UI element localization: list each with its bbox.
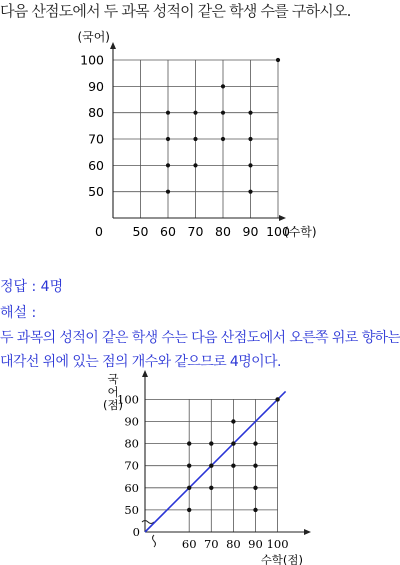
data-point: [221, 84, 225, 88]
x-axis-title: 수학(점): [260, 553, 303, 565]
explanation-label: 해설 :: [0, 305, 37, 321]
y-tick-label: 50: [124, 502, 139, 517]
x-axis-title: (수학): [284, 225, 317, 239]
data-point: [193, 163, 197, 167]
x-tick-label: 100: [266, 537, 289, 551]
x-tick-label: 100: [266, 224, 290, 239]
answer-value: 4명: [40, 279, 64, 295]
y-axis-arrow: [110, 42, 116, 49]
y-tick-label: 60: [88, 157, 104, 173]
data-point: [193, 137, 197, 141]
x-tick-label: 70: [203, 537, 219, 551]
data-point: [221, 111, 225, 115]
data-point: [193, 111, 197, 115]
x-tick-label: 80: [226, 537, 241, 551]
data-point: [248, 111, 252, 115]
data-point: [276, 58, 280, 62]
explanation-line-1: 두 과목의 성적이 같은 학생 수는 다음 산점도에서 오른쪽 위로 향하는: [0, 330, 400, 346]
data-point: [166, 163, 170, 167]
y-tick-label: 80: [124, 436, 139, 451]
data-point: [253, 508, 257, 512]
origin-label: 0: [132, 525, 140, 539]
axis-break-icon: [142, 521, 154, 524]
origin-label: 0: [95, 224, 103, 239]
data-point: [231, 419, 235, 423]
y-tick-label: 70: [124, 458, 139, 473]
data-point: [253, 464, 257, 468]
y-axis-title: (국어): [77, 30, 110, 44]
y-tick-label: 90: [88, 78, 104, 94]
y-tick-label: 100: [80, 52, 104, 68]
data-point: [231, 441, 235, 445]
x-tick-label: 60: [181, 537, 197, 551]
data-point: [275, 397, 279, 401]
y-tick-label: 80: [88, 105, 104, 121]
data-point: [187, 508, 191, 512]
data-point: [187, 464, 191, 468]
x-tick-label: 90: [248, 537, 263, 551]
data-point: [166, 137, 170, 141]
question-text: 다음 산점도에서 두 과목 성적이 같은 학생 수를 구하시오.: [0, 2, 351, 20]
data-point: [209, 486, 213, 490]
data-point: [209, 464, 213, 468]
x-tick-label: 70: [187, 224, 204, 239]
y-axis-arrow: [142, 370, 148, 377]
y-axis-title-part: 어: [107, 385, 119, 399]
explanation-line-2: 대각선 위에 있는 점의 개수와 같으므로 4명이다.: [0, 354, 281, 370]
x-axis-arrow: [304, 529, 311, 535]
data-point: [187, 441, 191, 445]
data-point: [166, 190, 170, 194]
y-tick-label: 70: [88, 131, 104, 147]
axis-break-icon: [153, 535, 156, 547]
data-point: [209, 441, 213, 445]
y-axis-title-part: 국: [107, 372, 119, 386]
x-tick-label: 50: [132, 224, 149, 239]
scatter-chart-2: [103, 370, 311, 565]
y-tick-label: 90: [124, 414, 139, 429]
data-point: [231, 464, 235, 468]
answer-line: [0, 276, 63, 296]
data-point: [187, 486, 191, 490]
y-tick-label: 50: [88, 184, 104, 200]
x-axis-arrow: [279, 215, 286, 221]
y-axis-title-part: (점): [102, 398, 124, 412]
data-point: [253, 441, 257, 445]
answer-label: 정답 :: [0, 279, 41, 295]
scatter-chart-1: [77, 29, 316, 239]
data-point: [221, 137, 225, 141]
x-tick-label: 80: [215, 224, 231, 239]
data-point: [248, 190, 252, 194]
data-point: [166, 111, 170, 115]
y-tick-label: 100: [117, 392, 139, 407]
data-point: [248, 137, 252, 141]
data-point: [253, 486, 257, 490]
y-tick-label: 60: [124, 480, 139, 495]
data-point: [248, 163, 252, 167]
x-tick-label: 90: [242, 224, 259, 239]
x-tick-label: 60: [160, 224, 176, 239]
